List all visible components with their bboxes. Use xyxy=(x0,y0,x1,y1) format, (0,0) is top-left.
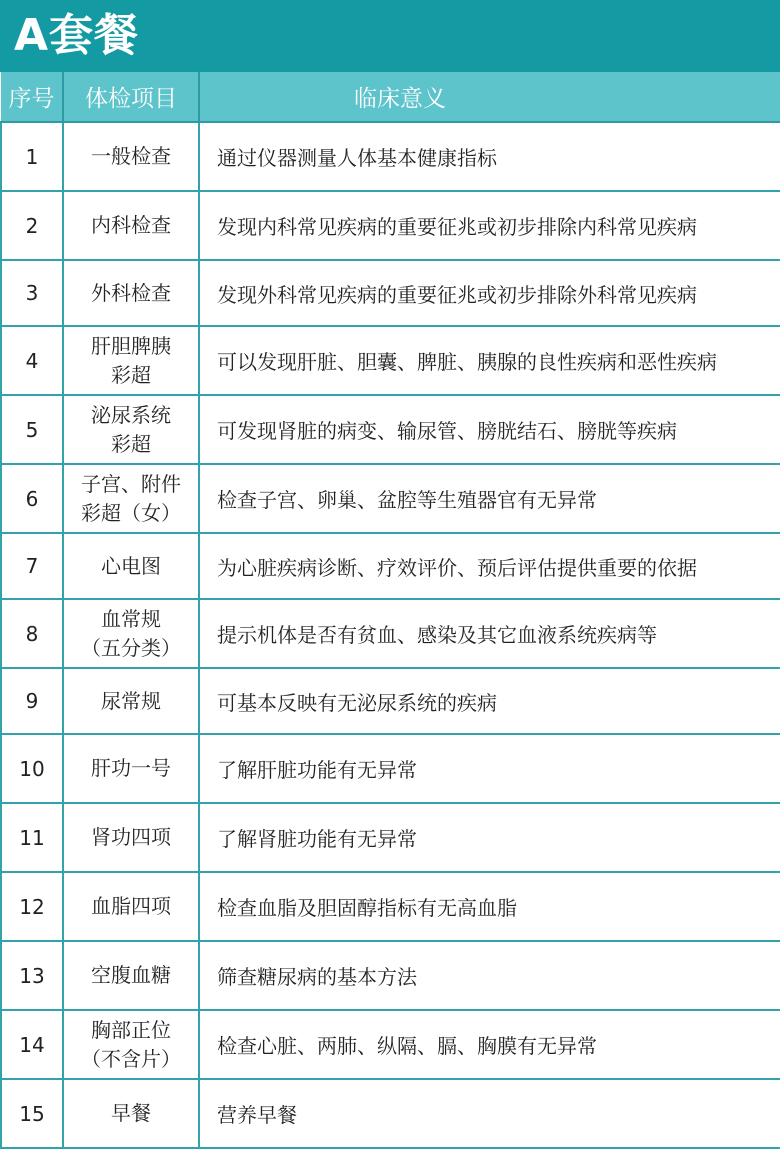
exam-item: 血常规 （五分类） xyxy=(63,599,199,668)
table-row xyxy=(1,734,780,803)
table-row xyxy=(1,1079,780,1148)
clinical-meaning: 营养早餐 xyxy=(199,1079,780,1148)
clinical-meaning: 检查子宫、卵巢、盆腔等生殖器官有无异常 xyxy=(199,464,780,533)
table-header-row xyxy=(1,72,780,122)
clinical-meaning: 通过仪器测量人体基本健康指标 xyxy=(199,122,780,191)
exam-item: 血脂四项 xyxy=(63,872,199,941)
table-row xyxy=(1,1010,780,1079)
row-number: 4 xyxy=(1,326,63,395)
clinical-meaning: 提示机体是否有贫血、感染及其它血液系统疾病等 xyxy=(199,599,780,668)
exam-item: 肾功四项 xyxy=(63,803,199,872)
exam-item: 一般检查 xyxy=(63,122,199,191)
exam-item: 心电图 xyxy=(63,533,199,599)
page-title: A套餐 xyxy=(14,10,140,61)
exam-item: 内科检查 xyxy=(63,191,199,260)
row-number: 8 xyxy=(1,599,63,668)
row-number: 9 xyxy=(1,668,63,734)
exam-item: 子宫、附件 彩超（女） xyxy=(63,464,199,533)
table-row xyxy=(1,464,780,533)
row-number: 7 xyxy=(1,533,63,599)
column-header-meaning: 临床意义 xyxy=(199,72,780,122)
column-header-no: 序号 xyxy=(1,72,63,122)
table-body xyxy=(1,122,780,1148)
table-row xyxy=(1,326,780,395)
row-number: 3 xyxy=(1,260,63,326)
table-row xyxy=(1,260,780,326)
row-number: 5 xyxy=(1,395,63,464)
exam-item: 肝胆脾胰 彩超 xyxy=(63,326,199,395)
exam-item: 泌尿系统 彩超 xyxy=(63,395,199,464)
exam-table xyxy=(0,72,780,1149)
table-row xyxy=(1,872,780,941)
table-row xyxy=(1,803,780,872)
table-row xyxy=(1,668,780,734)
row-number: 11 xyxy=(1,803,63,872)
row-number: 2 xyxy=(1,191,63,260)
clinical-meaning: 为心脏疾病诊断、疗效评价、预后评估提供重要的依据 xyxy=(199,533,780,599)
clinical-meaning: 了解肾脏功能有无异常 xyxy=(199,803,780,872)
row-number: 6 xyxy=(1,464,63,533)
clinical-meaning: 筛查糖尿病的基本方法 xyxy=(199,941,780,1010)
table-row xyxy=(1,533,780,599)
row-number: 1 xyxy=(1,122,63,191)
clinical-meaning: 检查血脂及胆固醇指标有无高血脂 xyxy=(199,872,780,941)
exam-item: 胸部正位 （不含片） xyxy=(63,1010,199,1079)
clinical-meaning: 发现外科常见疾病的重要征兆或初步排除外科常见疾病 xyxy=(199,260,780,326)
row-number: 10 xyxy=(1,734,63,803)
row-number: 14 xyxy=(1,1010,63,1079)
exam-item: 早餐 xyxy=(63,1079,199,1148)
clinical-meaning: 了解肝脏功能有无异常 xyxy=(199,734,780,803)
row-number: 15 xyxy=(1,1079,63,1148)
clinical-meaning: 可基本反映有无泌尿系统的疾病 xyxy=(199,668,780,734)
exam-item: 肝功一号 xyxy=(63,734,199,803)
clinical-meaning: 检查心脏、两肺、纵隔、膈、胸膜有无异常 xyxy=(199,1010,780,1079)
row-number: 12 xyxy=(1,872,63,941)
title-bar xyxy=(0,0,780,72)
exam-item: 空腹血糖 xyxy=(63,941,199,1010)
table-row xyxy=(1,941,780,1010)
clinical-meaning: 可以发现肝脏、胆囊、脾脏、胰腺的良性疾病和恶性疾病 xyxy=(199,326,780,395)
table-row xyxy=(1,395,780,464)
clinical-meaning: 可发现肾脏的病变、输尿管、膀胱结石、膀胱等疾病 xyxy=(199,395,780,464)
exam-item: 尿常规 xyxy=(63,668,199,734)
exam-item: 外科检查 xyxy=(63,260,199,326)
clinical-meaning: 发现内科常见疾病的重要征兆或初步排除内科常见疾病 xyxy=(199,191,780,260)
table-row xyxy=(1,599,780,668)
column-header-item: 体检项目 xyxy=(63,72,199,122)
row-number: 13 xyxy=(1,941,63,1010)
table-row xyxy=(1,122,780,191)
table-row xyxy=(1,191,780,260)
